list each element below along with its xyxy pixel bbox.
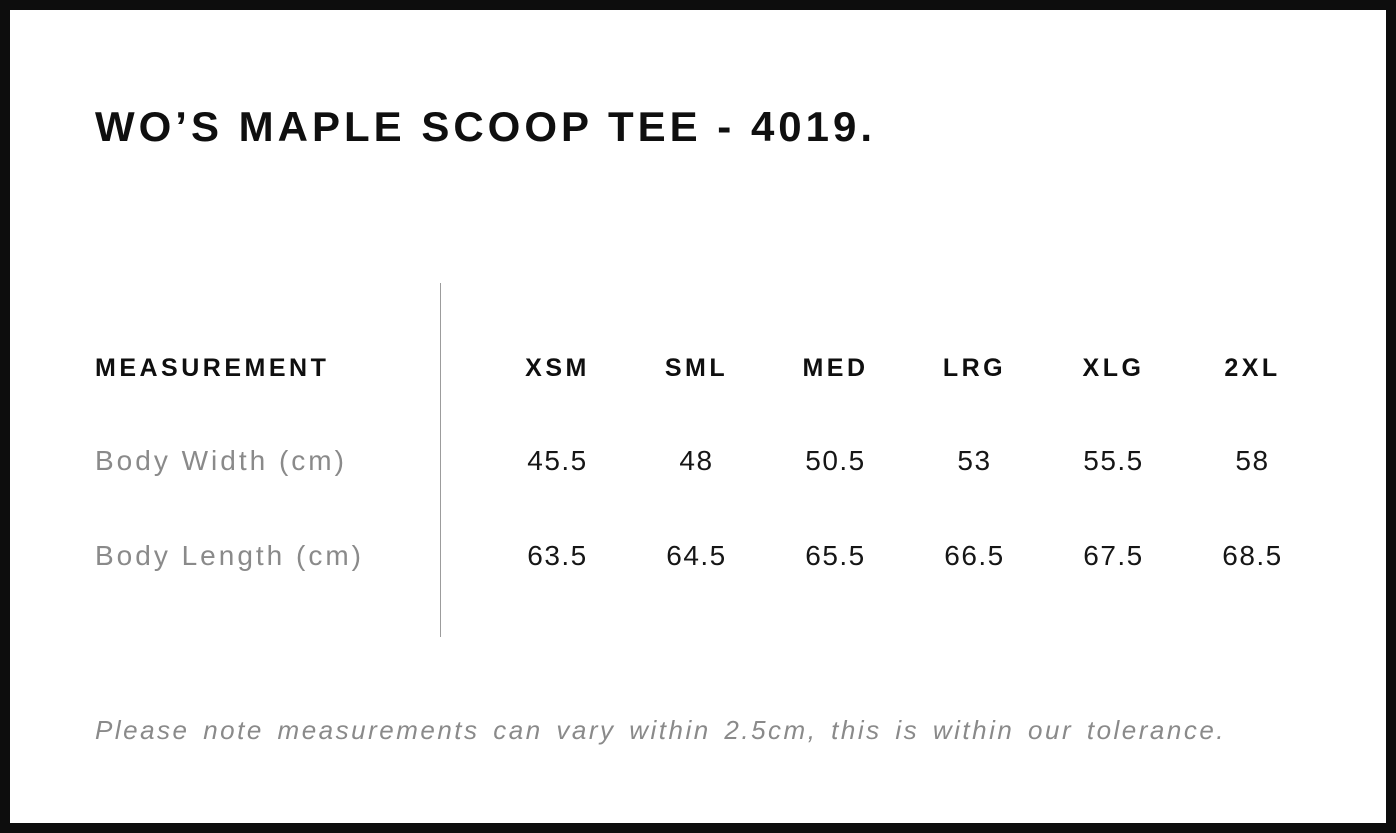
- column-header-sml: SML: [664, 353, 729, 382]
- body-length-med: 65.5: [805, 540, 866, 571]
- body-width-lrg: 53: [957, 445, 992, 476]
- row-label-body-length: Body Length (cm): [95, 540, 364, 571]
- column-header-xsm: XSM: [525, 353, 590, 382]
- body-width-med: 50.5: [805, 445, 866, 476]
- row-label-body-width: Body Width (cm): [95, 445, 347, 476]
- body-length-xlg: 67.5: [1083, 540, 1144, 571]
- column-header-lrg: LRG: [942, 353, 1007, 382]
- body-length-lrg: 66.5: [944, 540, 1005, 571]
- column-header-measurement: MEASUREMENT: [95, 353, 330, 382]
- body-width-xsm: 45.5: [527, 445, 588, 476]
- size-chart-table: [95, 283, 1322, 637]
- column-header-med: MED: [802, 353, 869, 382]
- body-length-xsm: 63.5: [527, 540, 588, 571]
- body-width-2xl: 58: [1235, 445, 1270, 476]
- table-row-body-width: [95, 441, 1322, 481]
- column-header-xlg: XLG: [1082, 353, 1145, 382]
- page-title: WO’S MAPLE SCOOP TEE - 4019.: [95, 103, 877, 150]
- table-header-row: [95, 348, 1322, 388]
- column-header-2xl: 2XL: [1224, 353, 1281, 382]
- body-width-sml: 48: [679, 445, 714, 476]
- tolerance-note: Please note measurements can vary within 2.5cm, this is within our tolerance.: [95, 715, 1227, 745]
- body-length-sml: 64.5: [666, 540, 727, 571]
- body-width-xlg: 55.5: [1083, 445, 1144, 476]
- body-length-2xl: 68.5: [1222, 540, 1283, 571]
- table-row-body-length: [95, 536, 1322, 576]
